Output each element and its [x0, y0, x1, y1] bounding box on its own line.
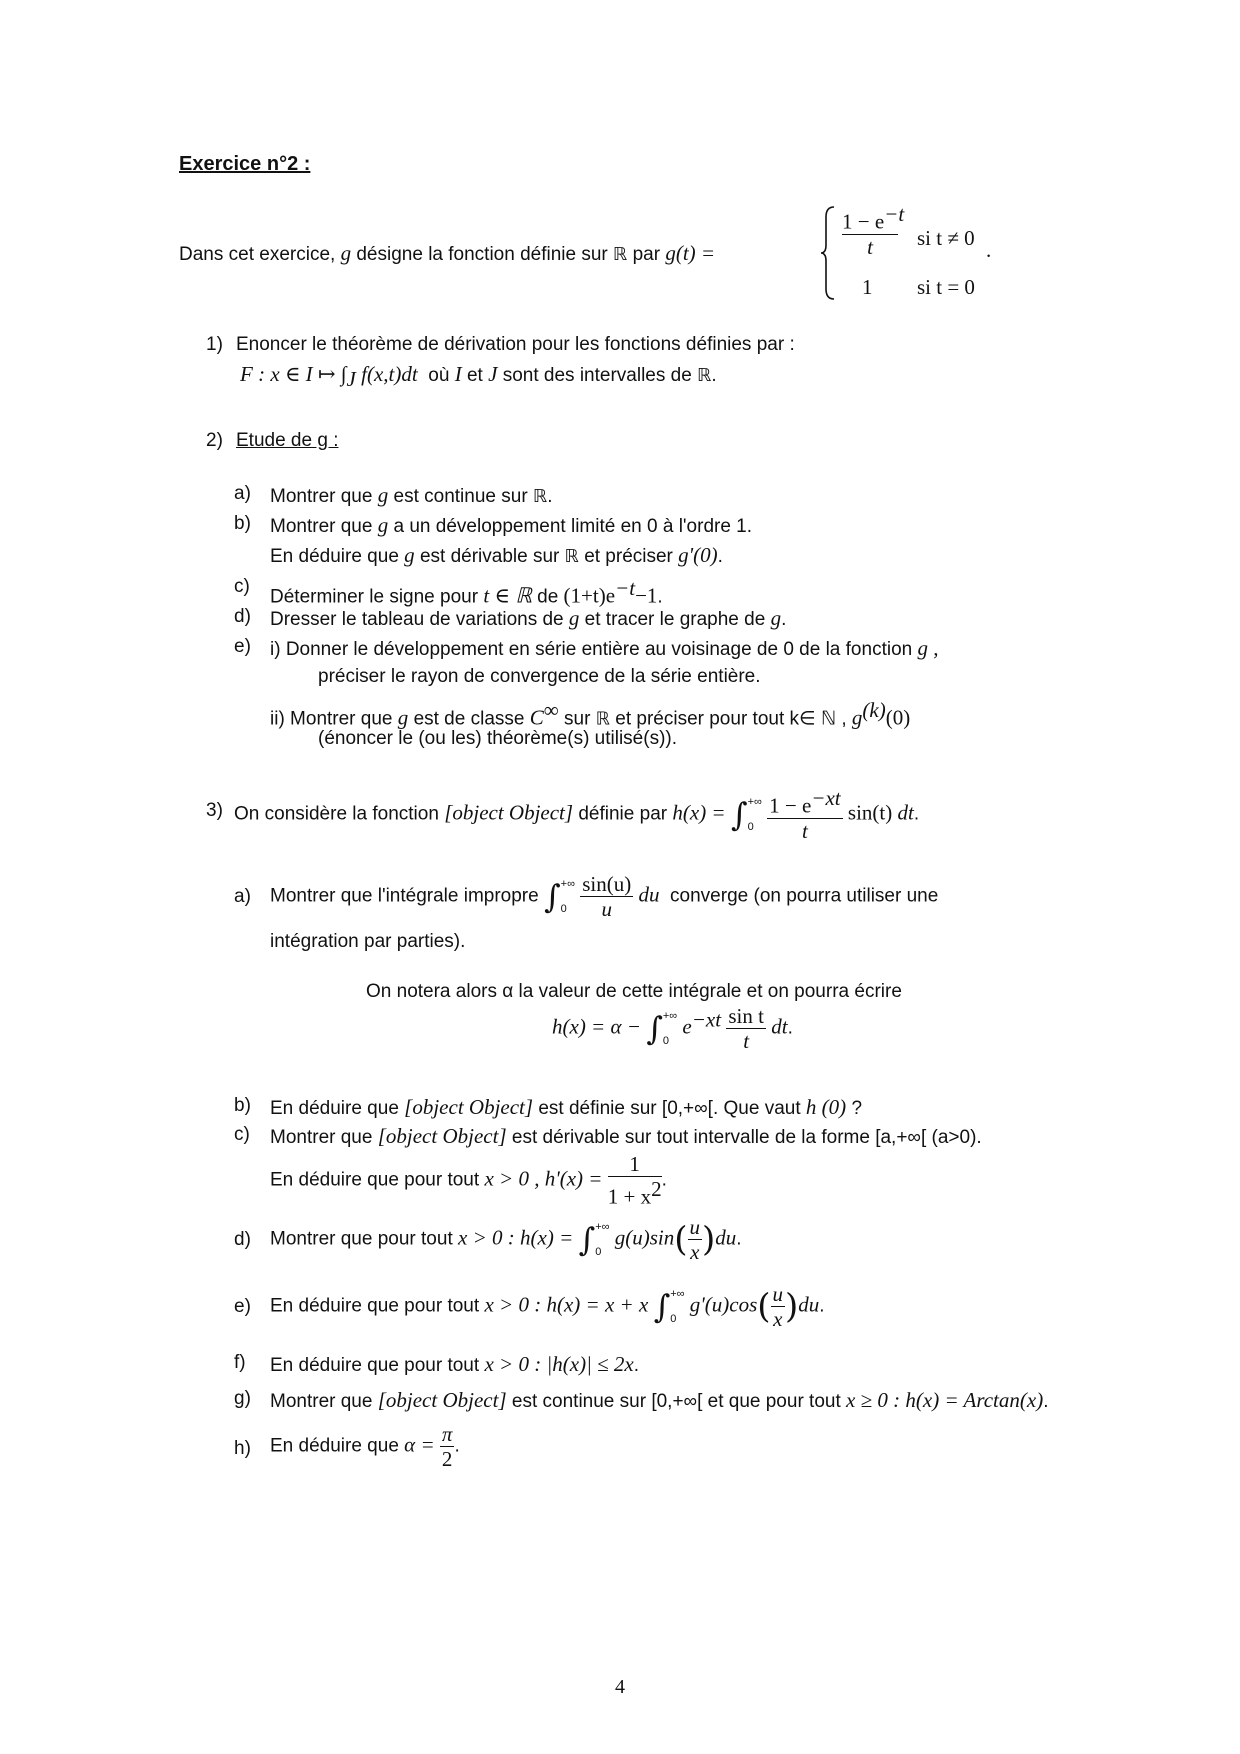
q3e-label: e): [234, 1296, 251, 1317]
q3a-note: On notera alors α la valeur de cette intégrale et on pourra écrire: [366, 981, 902, 1002]
q2c-label: c): [234, 576, 250, 597]
q2d-text: Dresser le tableau de variations de g et tracer le graphe de g.: [270, 606, 787, 630]
piecewise-brace: [820, 205, 836, 301]
q3-label: 3): [206, 800, 223, 821]
q3a-label: a): [234, 886, 251, 907]
q2d-label: d): [234, 606, 251, 627]
q2a-text: Montrer que g est continue sur ℝ.: [270, 483, 553, 507]
page-number: 4: [615, 1676, 625, 1698]
q3-def-line: On considère la fonction [object Object] définie par h(x) = ∫ +∞ 0 $\frac{1 - e^{-xt}}{t}$ sin(t) dt.: [234, 786, 920, 844]
q3c-text2: En déduire que pour tout x > 0 , h'(x) = $\frac{1}{1 + x^2}$ .: [270, 1152, 667, 1209]
q2e-i-text: i) Donner le développement en série entière au voisinage de 0 de la fonction g ,: [270, 636, 939, 660]
q3c-label: c): [234, 1124, 250, 1145]
q3h-label: h): [234, 1438, 251, 1459]
q3f-text: En déduire que pour tout x > 0 : |h(x)| ≤ 2x.: [270, 1352, 639, 1376]
q2e-label: e): [234, 636, 251, 657]
q1-label: 1): [206, 334, 223, 355]
q2e-ii-text2: (énoncer le (ou les) théorème(s) utilisé(s)).: [318, 728, 678, 749]
q2-heading: Etude de g :: [236, 430, 339, 451]
q1-formula-line: F : x ∈ I ↦ $\int_J$ f(x,t)dt où I et J sont des intervalles de ℝ.: [240, 362, 717, 391]
intro-end: .: [986, 238, 992, 262]
q3b-label: b): [234, 1095, 251, 1116]
q2e-ii-text: ii) Montrer que g est de classe C∞ sur ℝ et préciser pour tout k∈ ℕ , $g^{(k)}(0)$: [270, 698, 911, 730]
q2a-label: a): [234, 483, 251, 504]
q3d-text: Montrer que pour tout x > 0 : h(x) = ∫ +∞ 0 g(u)sin( $\frac{u}{x}$ )du.: [270, 1215, 742, 1265]
integral-sign: ∫: [730, 795, 748, 834]
exercise-title: Exercice n°2 :: [179, 153, 311, 175]
q3e-text: En déduire que pour tout x > 0 : h(x) = x + x ∫ +∞ 0 g'(u)cos( $\frac{u}{x}$ )du.: [270, 1282, 825, 1332]
q3f-label: f): [234, 1352, 246, 1373]
q3b-text: En déduire que [object Object] est définie sur [0,+∞[. Que vaut h (0) ?: [270, 1095, 863, 1119]
case1-condition: si t ≠ 0: [917, 226, 975, 250]
q3h-text: En déduire que α = $\frac{\pi}{2}$ .: [270, 1422, 460, 1472]
q2-label: 2): [206, 430, 223, 451]
case1-fraction: $1 - e^{-t}$ t: [842, 202, 905, 260]
q3g-label: g): [234, 1388, 251, 1409]
q2b-text2: En déduire que g est dérivable sur ℝ et préciser g'(0).: [270, 543, 723, 567]
q3a-formula: h(x) = α − ∫ +∞ 0 $e^{-xt}$ $\frac{\text{sin t}}{t}$ dt.: [552, 1004, 793, 1054]
q3g-text: Montrer que [object Object] est continue sur [0,+∞[ et que pour tout x ≥ 0 : h(x) = Arctan(x).: [270, 1388, 1049, 1412]
q1-text: Enoncer le théorème de dérivation pour les fonctions définies par :: [236, 334, 795, 355]
q2b-text: Montrer que g a un développement limité en 0 à l'ordre 1.: [270, 513, 753, 537]
q3a-text: Montrer que l'intégrale impropre ∫ +∞ 0 $\frac{\sin(u)}{u}$ du converge (on pourra utiliser une: [270, 872, 939, 922]
q3c-text: Montrer que [object Object] est dérivable sur tout intervalle de la forme [a,+∞[ (a>0).: [270, 1124, 982, 1148]
q3d-label: d): [234, 1229, 251, 1250]
q2c-text: Déterminer le signe pour t ∈ ℝ de $(1+t)e^{-t}-1$.: [270, 576, 663, 608]
q2e-i-text2: préciser le rayon de convergence de la série entière.: [318, 666, 761, 687]
case2-value: 1: [862, 275, 873, 299]
case2-condition: si t = 0: [917, 275, 975, 299]
q3a-text2: intégration par parties).: [270, 931, 466, 952]
q2b-label: b): [234, 513, 251, 534]
intro-text: Dans cet exercice, g désigne la fonction définie sur ℝ par g(t) =: [179, 241, 716, 265]
